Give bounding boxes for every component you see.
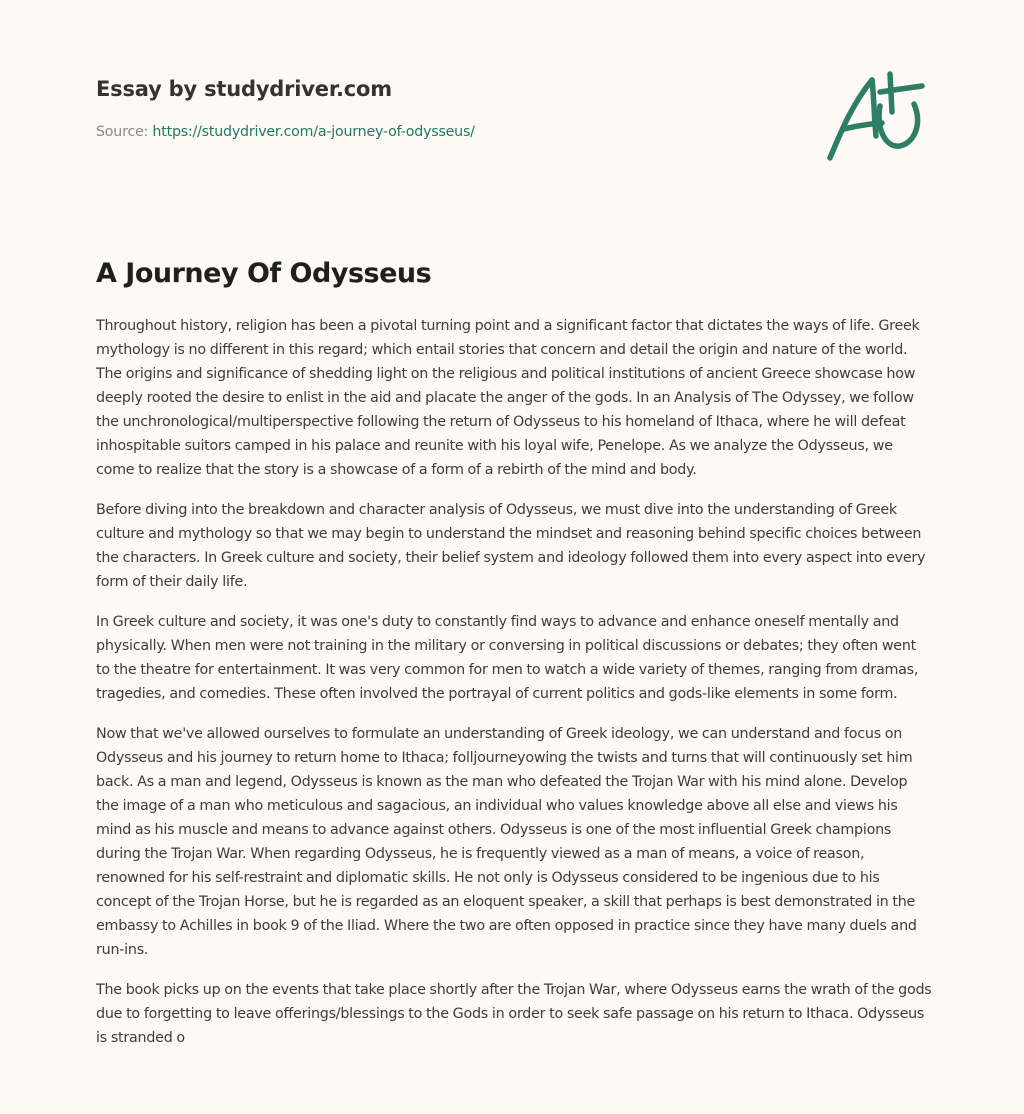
- source-label: Source:: [96, 124, 149, 140]
- page-header: [96, 72, 928, 142]
- essay-body: [96, 314, 932, 1066]
- essay-paragraph: Throughout history, religion has been a pivotal turning point and a significant factor that dictates the ways of life. Greek mythology is no different in this regard; which entail stories that concern and detail the origin and nature of the world. The origins and significance of shedding light on the religious and political institutions of ancient Greece showcase how deeply rooted the desire to enlist in the aid and placate the anger of the gods. In an Analysis of The Odyssey, we follow the unchronological/multiperspective following the return of Odysseus to his homeland of Ithaca, where he will defeat inhospitable suitors camped in his palace and reunite with his loyal wife, Penelope. As we analyze the Odysseus, we come to realize that the story is a showcase of a form of a rebirth of the mind and body.: [96, 318, 920, 478]
- a-plus-logo-svg: [822, 66, 932, 166]
- brand-title: Essay by studydriver.com: [96, 77, 392, 101]
- essay-paragraph: The book picks up on the events that take place shortly after the Trojan War, where Odysseus earns the wrath of the gods due to forgetting to leave offerings/blessings to the Gods in order to seek safe passage on his return to Ithaca. Odysseus is stranded o: [96, 982, 932, 1046]
- essay-title: A Journey Of Odysseus: [96, 258, 432, 289]
- a-plus-grade-icon: [822, 66, 932, 166]
- essay-paragraph: In Greek culture and society, it was one's duty to constantly find ways to advance and enhance oneself mentally and physically. When men were not training in the military or conversing in political discussions or debates; they often went to the theatre for entertainment. It was very common for men to watch a wide variety of themes, ranging from dramas, tragedies, and comedies. These often involved the portrayal of current politics and gods-like elements in some form.: [96, 614, 919, 702]
- source-link[interactable]: https://studydriver.com/a-journey-of-odysseus/: [152, 124, 475, 140]
- essay-paragraph: Now that we've allowed ourselves to formulate an understanding of Greek ideology, we can understand and focus on Odysseus and his journey to return home to Ithaca; folljourneyowing the twists and turns that will continuously set him back. As a man and legend, Odysseus is known as the man who defeated the Trojan War with his mind alone. Develop the image of a man who meticulous and sagacious, an individual who values knowledge above all else and views his mind as his muscle and means to advance against others. Odysseus is one of the most influential Greek champions during the Trojan War. When regarding Odysseus, he is frequently viewed as a man of means, a voice of reason, renowned for his self-restraint and diplomatic skills. He not only is Odysseus considered to be ingenious due to his concept of the Trojan Horse, but he is regarded as an eloquent speaker, a skill that perhaps is best demonstrated in the embassy to Achilles in book 9 of the Iliad. Where the two are often opposed in practice since they have many duels and run-ins.: [96, 726, 917, 958]
- essay-paragraph: Before diving into the breakdown and character analysis of Odysseus, we must dive into the understanding of Greek culture and mythology so that we may begin to understand the mindset and reasoning behind specific choices between the characters. In Greek culture and society, their belief system and ideology followed them into every aspect into every form of their daily life.: [96, 502, 926, 590]
- source-line: [96, 122, 928, 142]
